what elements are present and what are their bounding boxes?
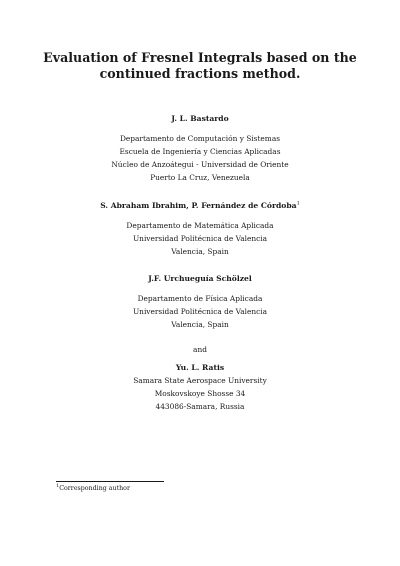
author-name: Yu. L. Ratis: [175, 363, 225, 372]
author-name: J. L. Bastardo: [171, 114, 229, 123]
affiliation-line: Samara State Aerospace University: [133, 376, 267, 385]
author-name: J.F. Urchueguía Schölzel: [148, 274, 252, 283]
footnote: [56, 484, 130, 493]
footnote-mark: 1: [296, 200, 300, 207]
author-block-ibrahim-fernandez: [0, 199, 400, 258]
conjunction-block: [0, 343, 400, 356]
affiliation-line: Departamento de Computación y Sistemas: [119, 134, 281, 143]
paper-title-line-2: continued fractions method.: [99, 66, 301, 81]
spacer: [0, 125, 400, 132]
author-block-urchueguia: [0, 272, 400, 331]
affiliation-line: Moskovskoye Shosse 34: [154, 389, 246, 398]
author-block-ratis: [0, 361, 400, 413]
spacer: [0, 212, 400, 219]
affiliation-line: Universidad Politécnica de Valencia: [132, 234, 268, 243]
conjunction: and: [193, 345, 207, 354]
affiliation-line: Valencia, Spain: [171, 247, 229, 256]
affiliation-line: Núcleo de Anzoátegui - Universidad de Oriente: [111, 160, 289, 169]
affiliation-line: Universidad Politécnica de Valencia: [132, 307, 268, 316]
affiliation-line: Valencia, Spain: [171, 320, 229, 329]
paper-title: [0, 50, 400, 82]
author-name: [0, 199, 400, 212]
footnote-mark: 1: [56, 482, 60, 489]
footnote-divider: [56, 481, 164, 482]
author-block-bastardo: [0, 112, 400, 184]
affiliation-line: Departamento de Física Aplicada: [137, 294, 263, 303]
affiliation-line: Puerto La Cruz, Venezuela: [150, 173, 250, 182]
author-name-text: S. Abraham Ibrahim, P. Fernández de Córdoba: [100, 201, 297, 210]
affiliation-line: 443086-Samara, Russia: [155, 402, 245, 411]
spacer: [0, 285, 400, 292]
paper-title-line-1: Evaluation of Fresnel Integrals based on the: [43, 50, 357, 65]
footnote-text: Corresponding author: [59, 485, 130, 492]
affiliation-line: Escuela de Ingeniería y Ciencias Aplicadas: [119, 147, 281, 156]
affiliation-line: Departamento de Matemática Aplicada: [126, 221, 274, 230]
